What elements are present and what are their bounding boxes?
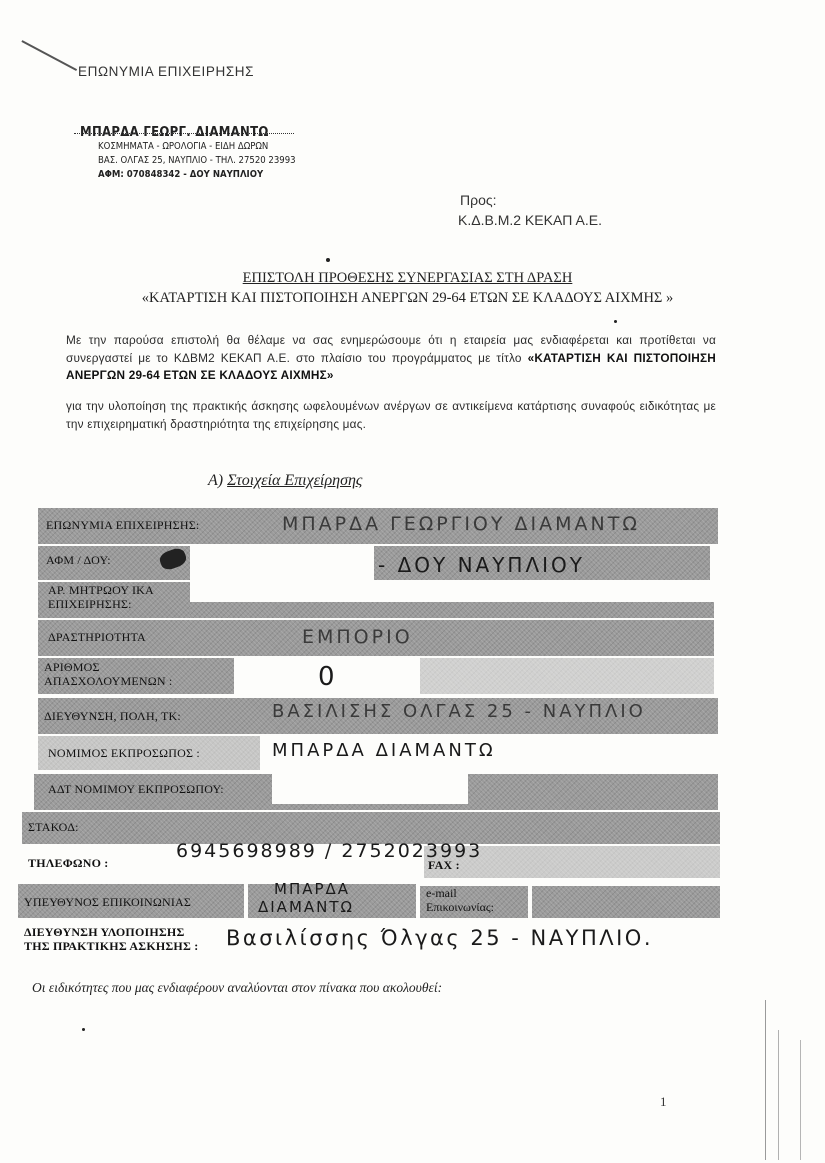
fax-label: FAX : — [428, 858, 460, 872]
scan-edge — [765, 1000, 766, 1160]
practice-label-line: ΤΗΣ ΠΡΑΚΤΙΚΗΣ ΑΣΚΗΣΗΣ : — [24, 939, 199, 953]
recipient-label: Προς: — [460, 192, 497, 208]
stamp-line: ΑΦΜ: 070848342 - ΔΟΥ ΝΑΥΠΛΙΟΥ — [98, 169, 264, 180]
address-label: ΔΙΕΥΘΥΝΣΗ, ΠΟΛΗ, ΤΚ: — [44, 709, 181, 723]
scan-mark — [22, 40, 77, 70]
section-a-heading — [208, 472, 362, 490]
legal-rep-value: ΜΠΑΡΔΑ ΔΙΑΜΑΝΤΩ — [272, 740, 496, 761]
company-name-label: ΕΠΩΝΥΜΙΑ ΕΠΙΧΕΙΡΗΣΗΣ: — [46, 518, 200, 532]
stamp-line: ΚΟΣΜΗΜΑΤΑ - ΩΡΟΛΟΓΙΑ - ΕΙΔΗ ΔΩΡΩΝ — [98, 141, 269, 152]
rep-id-label: ΑΔΤ ΝΟΜΙΜΟΥ ΕΚΠΡΟΣΩΠΟΥ: — [48, 782, 224, 796]
recipient-address: Κ.Δ.Β.Μ.2 ΚΕΚΑΠ Α.Ε. — [458, 212, 602, 228]
registry-label — [48, 583, 154, 611]
email-label — [426, 886, 494, 914]
purpose-paragraph: για την υλοποίηση της πρακτικής άσκησης ωφελουμένων ανέργων σε αντικείμενα κατάρτισης συναφούς ειδικότητας με την επιχειρηματική δραστηριότητα της επιχείρησης μας. — [66, 399, 716, 431]
redaction-box — [272, 774, 468, 804]
contact-value-line: ΜΠΑΡΔΑ — [274, 880, 351, 898]
email-label-line: e-mail — [426, 886, 457, 900]
phone-value: 6945698989 / 2752023993 — [176, 840, 483, 862]
recipient-block — [460, 190, 602, 230]
afm-label: ΑΦΜ / ΔΟΥ: — [46, 553, 111, 567]
section-prefix: Α) — [208, 472, 224, 489]
phone-label: ΤΗΛΕΦΩΝΟ : — [28, 856, 109, 870]
registry-label-line: ΑΡ. ΜΗΤΡΩΟΥ ΙΚΑ — [48, 583, 154, 597]
address-value: ΒΑΣΙΛΙΣΗΣ ΟΛΓΑΣ 25 - ΝΑΥΠΛΙΟ — [272, 701, 646, 722]
stakod-label: ΣΤΑΚΟΔ: — [28, 820, 79, 834]
company-name-value: ΜΠΑΡΔΑ ΓΕΩΡΓΙΟΥ ΔΙΑΜΑΝΤΩ — [282, 513, 640, 535]
row-bg — [532, 886, 720, 918]
contact-value-line: ΔΙΑΜΑΝΤΩ — [258, 898, 354, 916]
program-title: «ΚΑΤΑΡΤΙΣΗ ΚΑΙ ΠΙΣΤΟΠΟΙΗΣΗ ΑΝΕΡΓΩΝ 29-64 ΕΤΩΝ ΣΕ ΚΛΑΔΟΥΣ ΑΙΧΜΗΣ» — [66, 350, 716, 382]
row-bg — [38, 546, 710, 580]
email-label-line: Επικοινωνίας: — [426, 900, 494, 914]
scan-speck — [614, 320, 617, 323]
section-title: Στοιχεία Επιχείρησης — [227, 472, 363, 489]
legal-rep-label: ΝΟΜΙΜΟΣ ΕΚΠΡΟΣΩΠΟΣ : — [48, 746, 200, 760]
letter-title — [0, 268, 825, 308]
afm-value: - ΔΟΥ ΝΑΥΠΛΙΟΥ — [378, 553, 586, 577]
stamp-dots — [74, 133, 294, 134]
employees-label-line: ΑΠΑΣΧΟΛΟΥΜΕΝΩΝ : — [44, 674, 173, 688]
practice-address-value: Βασιλίσσης Όλγας 25 - ΝΑΥΠΛΙΟ. — [226, 926, 653, 950]
stamp-line: ΒΑΣ. ΟΛΓΑΣ 25, ΝΑΥΠΛΙΟ - ΤΗΛ. 27520 23993 — [98, 155, 296, 166]
stamp-name: ΜΠΑΡΔΑ ΓΕΩΡΓ. ΔΙΑΜΑΝΤΩ — [80, 125, 269, 140]
scan-edge — [800, 1040, 801, 1160]
intro-text: Με την παρούσα επιστολή θα θέλαμε να σας ενημερώσουμε ότι η εταιρεία μας ενδιαφέρεται και προτίθεται να συνεργαστεί με το ΚΔΒΜ2 ΚΕΚΑΠ Α.Ε. στο πλαίσιο του προγράμματος με τίτλο — [66, 333, 716, 365]
intro-paragraph — [66, 332, 716, 385]
redaction-box — [190, 546, 374, 602]
contact-person-value — [258, 880, 354, 916]
employees-value: 0 — [318, 662, 338, 692]
practice-address-label — [24, 925, 198, 953]
closing-sentence: Οι ειδικότητες που μας ενδιαφέρουν αναλύονται στον πίνακα που ακολουθεί: — [32, 980, 443, 995]
title-line: ΕΠΙΣΤΟΛΗ ΠΡΟΘΕΣΗΣ ΣΥΝΕΡΓΑΣΙΑΣ ΣΤΗ ΔΡΑΣΗ — [242, 270, 573, 286]
activity-value: ΕΜΠΟΡΙΟ — [302, 626, 413, 648]
registry-label-line: ΕΠΙΧΕΙΡΗΣΗΣ: — [48, 597, 132, 611]
scan-edge — [778, 1030, 779, 1160]
scan-speck — [82, 1028, 85, 1031]
page-number: 1 — [660, 1094, 667, 1109]
title-line: «ΚΑΤΑΡΤΙΣΗ ΚΑΙ ΠΙΣΤΟΠΟΙΗΣΗ ΑΝΕΡΓΩΝ 29-64 ΕΤΩΝ ΣΕ ΚΛΑΔΟΥΣ ΑΙΧΜΗΣ » — [141, 290, 674, 306]
scan-speck — [326, 258, 330, 262]
row-bg — [420, 658, 714, 694]
activity-label: ΔΡΑΣΤΗΡΙΟΤΗΤΑ — [48, 630, 146, 644]
row-bg — [190, 602, 714, 618]
company-name-heading: ΕΠΩΝΥΜΙΑ ΕΠΙΧΕΙΡΗΣΗΣ — [78, 64, 255, 79]
contact-person-label: ΥΠΕΥΘΥΝΟΣ ΕΠΙΚΟΙΝΩΝΙΑΣ — [24, 895, 192, 909]
practice-label-line: ΔΙΕΥΘΥΝΣΗ ΥΛΟΠΟΙΗΣΗΣ — [24, 925, 185, 939]
employees-label-line: ΑΡΙΘΜΟΣ — [44, 660, 100, 674]
employees-label — [44, 660, 172, 688]
